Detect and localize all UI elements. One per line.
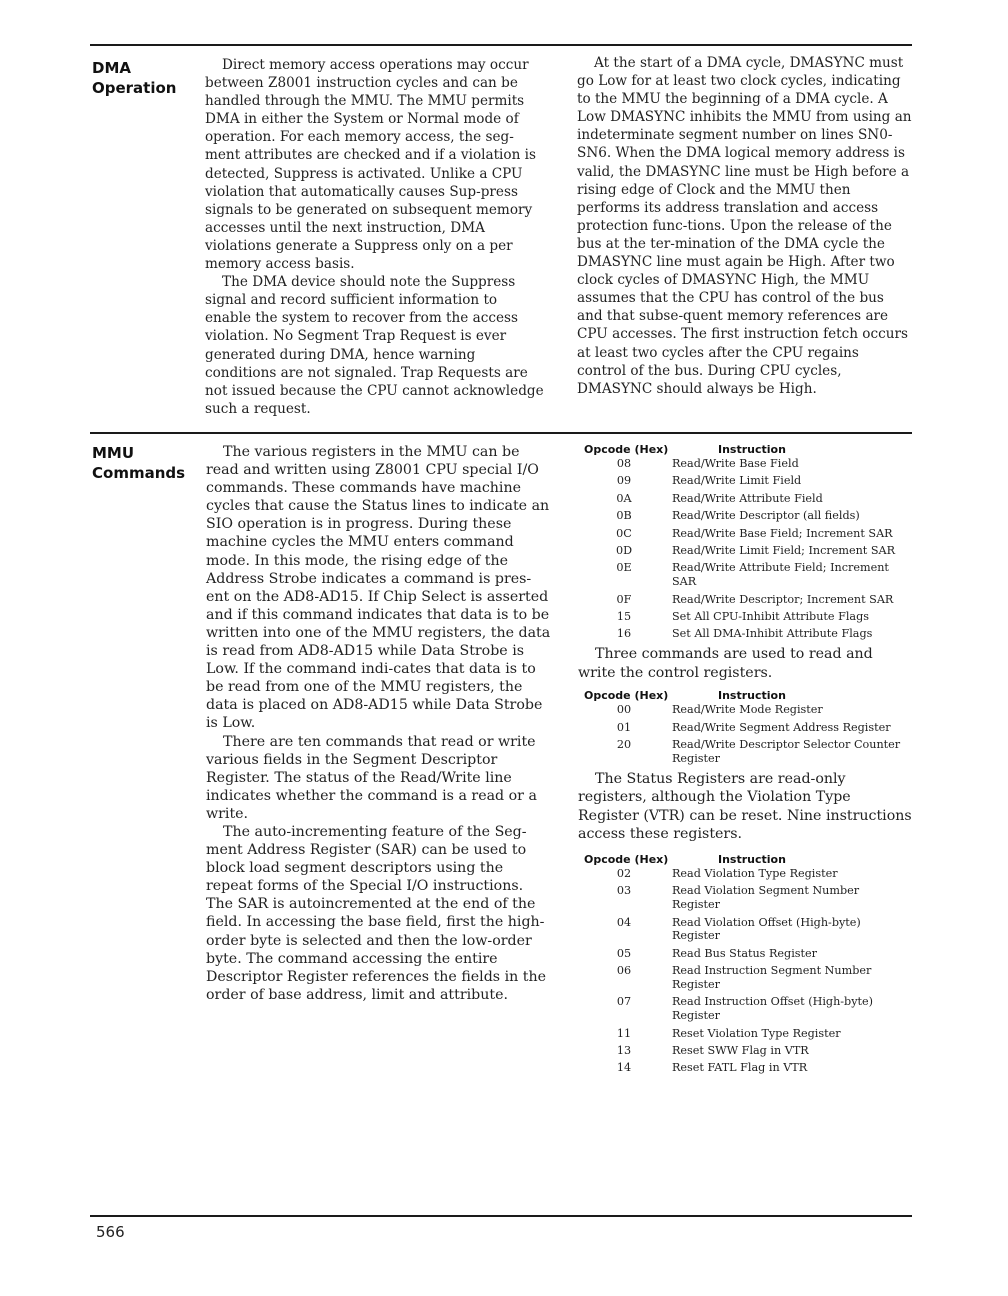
opcode-row	[578, 474, 914, 488]
mmu-paragraph: The various registers in the MMU can be read and written using Z8001 CPU special I/O commands. These commands have machine cycles that cause the Status lines to indicate an SIO operation is in progress. During these machine cycles the MMU enters command mode. In this mode, the rising edge of the Address Strobe indicates a command is pres-ent on the AD8-AD15. If Chip Select is asserted and if this command indicates that data is to be written into one of the MMU registers, the data is read from AD8-AD15 while Data Strobe is Low. If the command indi-cates that data is to be read from one of the MMU registers, the data is placed on AD8-AD15 while Data Strobe is Low.	[206, 444, 551, 732]
dma-section-heading	[92, 58, 176, 98]
opcode-cell: 13	[616, 1043, 632, 1057]
opcode-row	[578, 867, 914, 881]
instruction-cell: Read Violation Type Register	[672, 867, 838, 881]
opcode-row	[578, 884, 914, 912]
opcode-header: Opcode (Hex)	[584, 689, 669, 703]
instruction-cell: Read/Write Base Field; Increment SAR	[672, 526, 893, 540]
opcode-row	[578, 995, 914, 1023]
opcode-cell: 0F	[616, 592, 632, 606]
section-divider-rule	[90, 432, 912, 434]
dma-heading-line1: DMA	[92, 59, 131, 77]
status-registers-paragraph: The Status Registers are read-only registers, although the Violation Type Register (VTR) can be reset. Nine instructions access these registers.	[578, 770, 912, 843]
table-header	[578, 688, 914, 703]
opcode-cell: 0A	[616, 491, 632, 505]
mmu-paragraph: The auto-incrementing feature of the Seg-ment Address Register (SAR) can be used to block load segment descriptors using the repeat forms of the Special I/O instructions. The SAR is autoincremented at the end of the field. In accessing the base field, first the high-order byte is selected and then the low-order byte. The command accessing the entire Descriptor Register references the fields in the order of base address, limit and attribute.	[206, 823, 547, 1003]
control-registers-paragraph: Three commands are used to read and write the control registers.	[578, 646, 873, 681]
opcode-cell: 00	[616, 703, 632, 717]
instruction-cell: Read/Write Descriptor (all fields)	[672, 509, 860, 523]
opcode-cell: 03	[616, 884, 632, 898]
instruction-cell: Read/Write Descriptor; Increment SAR	[672, 592, 894, 606]
opcode-cell: 14	[616, 1061, 632, 1075]
top-rule	[90, 44, 912, 46]
instruction-header: Instruction	[718, 689, 786, 703]
instruction-cell: Read Violation Offset (High-byte) Register	[672, 915, 861, 943]
dma-left-column	[205, 56, 545, 418]
opcode-cell: 02	[616, 867, 632, 881]
opcode-row	[578, 492, 914, 506]
opcode-row	[578, 703, 914, 717]
instruction-cell: Read/Write Mode Register	[672, 703, 823, 717]
instruction-cell: Read Bus Status Register	[672, 946, 817, 960]
opcode-row	[578, 544, 914, 558]
instruction-cell: Read/Write Attribute Field	[672, 491, 823, 505]
instruction-cell: Reset Violation Type Register	[672, 1026, 841, 1040]
opcode-cell: 16	[616, 627, 632, 641]
instruction-cell: Read/Write Attribute Field; Increment SAR	[672, 561, 889, 589]
opcode-row	[578, 527, 914, 541]
opcode-row	[578, 738, 914, 766]
opcode-cell: 0D	[615, 543, 633, 557]
opcode-row	[578, 509, 914, 523]
opcode-row	[578, 610, 914, 624]
dma-paragraph: The DMA device should note the Suppress signal and record sufficient information to enable the system to recover from the access violation. No Segment Trap Request is ever generated during DMA, hence warning conditions are not signaled. Trap Requests are not issued because the CPU cannot acknowledge such a request.	[205, 274, 544, 417]
opcode-cell: 20	[616, 738, 632, 752]
status-opcode-table	[578, 852, 914, 1075]
table-body	[578, 457, 914, 641]
opcode-cell: 04	[616, 915, 632, 929]
instruction-cell: Read Instruction Segment Number Register	[672, 964, 872, 991]
opcode-cell: 01	[616, 720, 632, 734]
opcode-cell: 15	[616, 609, 632, 623]
opcode-row	[578, 561, 914, 589]
table-body	[578, 867, 914, 1075]
table-header	[578, 442, 914, 457]
opcode-row	[578, 947, 914, 961]
mmu-paragraph: There are ten commands that read or write various fields in the Segment Descriptor Register. The status of the Read/Write line indicates whether the command is a read or a write.	[206, 733, 537, 822]
bottom-rule	[90, 1215, 912, 1217]
opcode-cell: 08	[616, 457, 632, 470]
instruction-cell: Read Instruction Offset (High-byte) Register	[672, 995, 874, 1023]
data-opcode-table	[578, 442, 914, 641]
mmu-left-column	[206, 443, 551, 1004]
opcode-cell: 09	[616, 474, 632, 488]
opcode-row	[578, 721, 914, 735]
opcode-row	[578, 457, 914, 471]
instruction-cell: Read/Write Segment Address Register	[672, 720, 891, 734]
opcode-row	[578, 593, 914, 607]
opcode-row	[578, 627, 914, 641]
opcode-row	[578, 1044, 914, 1058]
opcode-header: Opcode (Hex)	[584, 443, 669, 456]
table-body	[578, 703, 914, 765]
instruction-cell: Read/Write Descriptor Selector Counter Register	[672, 738, 901, 765]
instruction-cell: Set All DMA-Inhibit Attribute Flags	[672, 627, 873, 641]
control-opcode-table	[578, 688, 914, 765]
opcode-cell: 11	[616, 1026, 632, 1040]
opcode-cell: 05	[616, 946, 632, 960]
dma-heading-line2: Operation	[92, 79, 177, 97]
opcode-cell: 0B	[616, 509, 632, 523]
instruction-cell: Read/Write Limit Field	[672, 474, 802, 488]
dma-right-column	[577, 54, 912, 398]
instruction-header: Instruction	[718, 443, 786, 456]
opcode-row	[578, 964, 914, 992]
opcode-row	[578, 1027, 914, 1041]
mmu-heading-line2: Commands	[92, 464, 186, 482]
mmu-heading-line1: MMU	[92, 444, 135, 462]
mmu-section-heading	[92, 443, 185, 483]
opcode-cell: 0C	[616, 526, 632, 540]
instruction-cell: Reset FATL Flag in VTR	[672, 1061, 808, 1075]
instruction-cell: Set All CPU-Inhibit Attribute Flags	[672, 609, 869, 623]
instruction-cell: Read/Write Limit Field; Increment SAR	[672, 543, 896, 557]
instruction-cell: Reset SWW Flag in VTR	[672, 1043, 809, 1057]
instruction-header: Instruction	[718, 853, 786, 867]
opcode-cell: 07	[616, 995, 632, 1009]
dma-paragraph: Direct memory access operations may occur between Z8001 instruction cycles and can be handled through the MMU. The MMU permits DMA in either the System or Normal mode of operation. For each memory access, the seg-ment attributes are checked and if a violation is detected, Suppress is activated. Unlike a CPU violation that automatically causes Sup-press signals to be generated on subsequent memory accesses until the next instruction, DMA violations generate a Suppress only on a per memory access basis.	[205, 57, 536, 273]
opcode-row	[578, 916, 914, 944]
table-header	[578, 852, 914, 867]
page-number: 566	[96, 1223, 125, 1241]
opcode-header: Opcode (Hex)	[584, 853, 669, 867]
instruction-cell: Read/Write Base Field	[672, 457, 799, 470]
instruction-cell: Read Violation Segment Number Register	[672, 884, 860, 912]
mmu-right-column	[578, 442, 914, 1079]
dma-paragraph: At the start of a DMA cycle, DMASYNC must go Low for at least two clock cycles, indicating to the MMU the beginning of a DMA cycle. A Low DMASYNC inhibits the MMU from using an indeterminate segment number on lines SN0-SN6. When the DMA logical memory address is valid, the DMASYNC line must be High before a rising edge of Clock and the MMU then performs its address translation and access protection func-tions. Upon the release of the bus at the ter-mination of the DMA cycle the DMASYNC line must again be High. After two clock cycles of DMASYNC High, the MMU assumes that the CPU has control of the bus and that subse-quent memory references are CPU accesses. The first instruction fetch occurs at least two cycles after the CPU regains control of the bus. During CPU cycles, DMASYNC should always be High.	[577, 55, 912, 397]
opcode-cell: 06	[616, 964, 632, 978]
opcode-row	[578, 1061, 914, 1075]
opcode-cell: 0E	[616, 561, 632, 575]
